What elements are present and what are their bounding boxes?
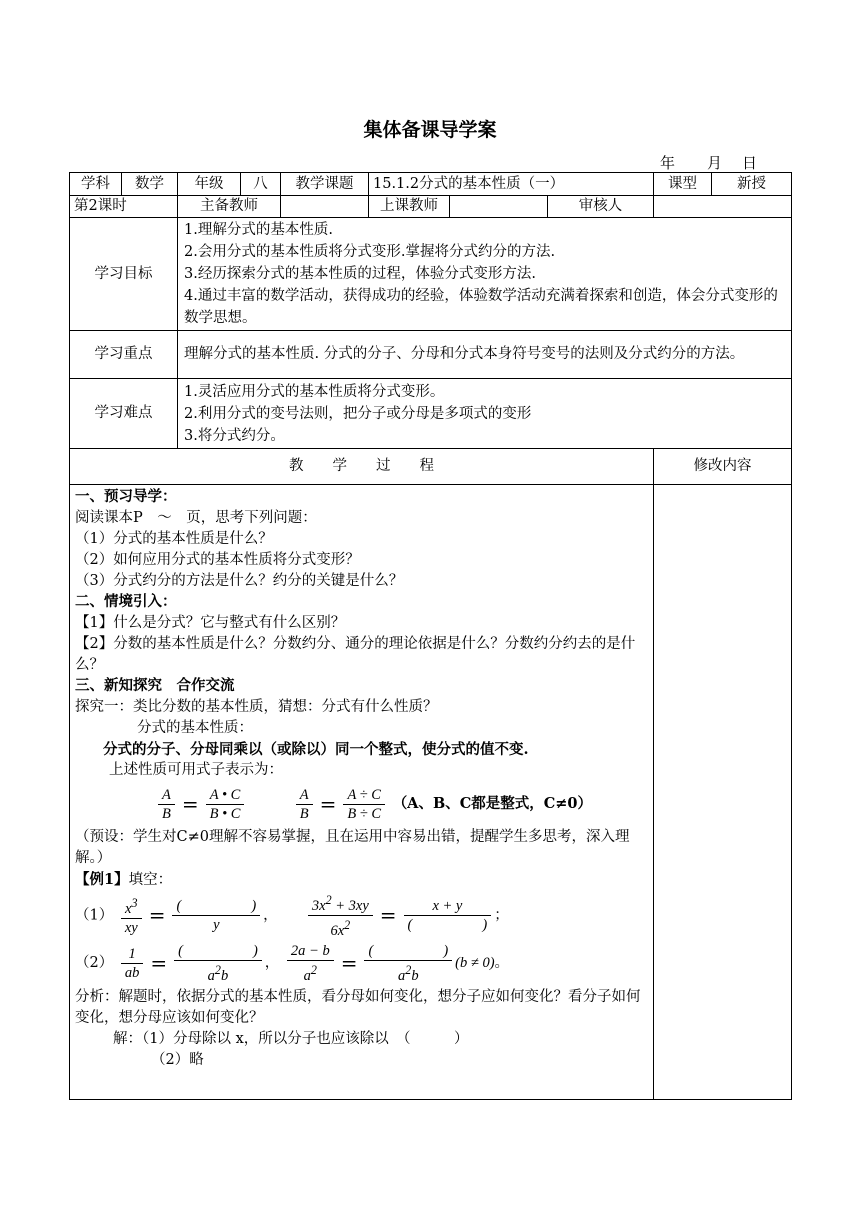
reviewer-label: 审核人 (548, 196, 654, 218)
topic-label: 教学课题 (281, 173, 369, 196)
property-statement: 分式的分子、分母同乘以（或除以）同一个整式，使分式的值不变. (103, 741, 529, 758)
question: （3）分式约分的方法是什么？约分的关键是什么？ (75, 573, 404, 589)
paragraph: 阅读课本P ～ 页，思考下列问题： (75, 510, 317, 526)
goal-item: 1.理解分式的基本性质. (184, 222, 333, 238)
formula: $\frac{A \div C}{B \div C}$ (343, 786, 385, 823)
type-label: 课型 (654, 173, 712, 196)
goal-item: 2.会用分式的基本性质将分式变形.掌握将分式约分的方法. (184, 244, 556, 260)
difficulties-label: 学习难点 (70, 379, 178, 449)
solution: （2）略 (151, 1052, 204, 1068)
section-title: 一、预习导学： (75, 489, 177, 505)
difficulty-item: 1.灵活应用分式的基本性质将分式变形。 (184, 383, 445, 400)
lead-teacher-value (281, 196, 369, 218)
grade-value: 八 (241, 173, 281, 196)
class-teacher-label: 上课教师 (369, 196, 450, 218)
analysis: 分析：解题时，依据分式的基本性质，看分母如何变化，想分子应如何变化？看分子如何变化，想分母应该如何变化？ (75, 989, 641, 1026)
revision-header: 修改内容 (654, 449, 792, 485)
section-title: 二、情境引入： (75, 594, 177, 610)
question: （1）分式的基本性质是什么？ (75, 531, 273, 547)
formula-condition: （A、B、C都是整式，C≠0） (392, 795, 593, 812)
solution: 解：（1）分母除以 x，所以分子也应该除以 （ ） (113, 1031, 469, 1047)
paragraph: 【1】什么是分式？它与整式有什么区别？ (75, 615, 346, 631)
grade-label: 年级 (178, 173, 241, 196)
paragraph: 探究一：类比分数的基本性质，猜想：分式有什么性质？ (75, 699, 438, 715)
example-row-2: （2） $\frac{1}{ab}$ = $\frac{( )}{a^2b}$ ， $\frac{2a - b}{a^2}$ = $\frac{( )}{a^2b}$ (b ≠ 0)。 (75, 942, 510, 984)
note: （预设：学生对C≠0理解不容易掌握，且在运用中容易出错，提醒学生多思考，深入理解。） (75, 829, 630, 866)
difficulty-item: 3.将分式约分。 (184, 427, 285, 444)
example-title: 【例1】填空： (75, 871, 173, 888)
formula: $\frac{A}{B}$ (296, 786, 313, 823)
subject-label: 学科 (70, 173, 122, 196)
process-header: 教 学 过 程 (70, 449, 654, 485)
paragraph: 分式的基本性质： (137, 720, 253, 736)
difficulties-list (178, 379, 792, 449)
goal-item: 3.经历探索分式的基本性质的过程，体验分式变形方法. (184, 266, 536, 282)
revision-content (654, 485, 792, 1100)
reviewer-value (654, 196, 792, 218)
question: （2）如何应用分式的基本性质将分式变形？ (75, 552, 360, 568)
key-points-text: 理解分式的基本性质. 分式的分子、分母和分式本身符号变号的法则及分式约分的方法。 (178, 331, 792, 379)
topic-value: 15.1.2分式的基本性质（一） (369, 173, 654, 196)
formula: $\frac{A • C}{B • C}$ (206, 786, 245, 823)
page-title: 集体备课导学案 (363, 119, 497, 141)
process-content (70, 485, 654, 1100)
lesson-plan-table (69, 172, 792, 1100)
paragraph: 【2】分数的基本性质是什么？分数约分、通分的理论依据是什么？分数约分约去的是什么？ (75, 636, 636, 673)
lead-teacher-label: 主备教师 (178, 196, 281, 218)
goal-item: 4.通过丰富的数学活动，获得成功的经验，体验数学活动充满着探索和创造，体会分式变形的数学思想。 (184, 288, 778, 326)
type-value: 新授 (712, 173, 792, 196)
paragraph: 上述性质可用式子表示为： (109, 762, 283, 778)
formula-row: $\frac{A}{B}$ = $\frac{A • C}{B • C}$ $\frac{A}{B}$ = $\frac{A \div C}{B \div C}$ （A、B、C都是整式，C≠0） (75, 781, 648, 827)
difficulty-item: 2.利用分式的变号法则，把分子或分母是多项式的变形 (184, 405, 532, 422)
class-teacher-value (450, 196, 548, 218)
date-line: 年 月 日 (640, 152, 757, 173)
lesson-number: 第2课时 (70, 196, 178, 218)
section-title: 三、新知探究 合作交流 (75, 678, 235, 694)
goals-list (178, 218, 792, 331)
example-row-1: （1） $\frac{x^3}{xy}$ = $\frac{( )}{y}$ ， $\frac{3x^2 + 3xy}{6x^2}$ = $\frac{x + y}{( )}$ ； (75, 893, 509, 939)
formula: $\frac{A}{B}$ (158, 786, 175, 823)
subject-value: 数学 (122, 173, 178, 196)
key-points-label: 学习重点 (70, 331, 178, 379)
goals-label: 学习目标 (70, 218, 178, 331)
